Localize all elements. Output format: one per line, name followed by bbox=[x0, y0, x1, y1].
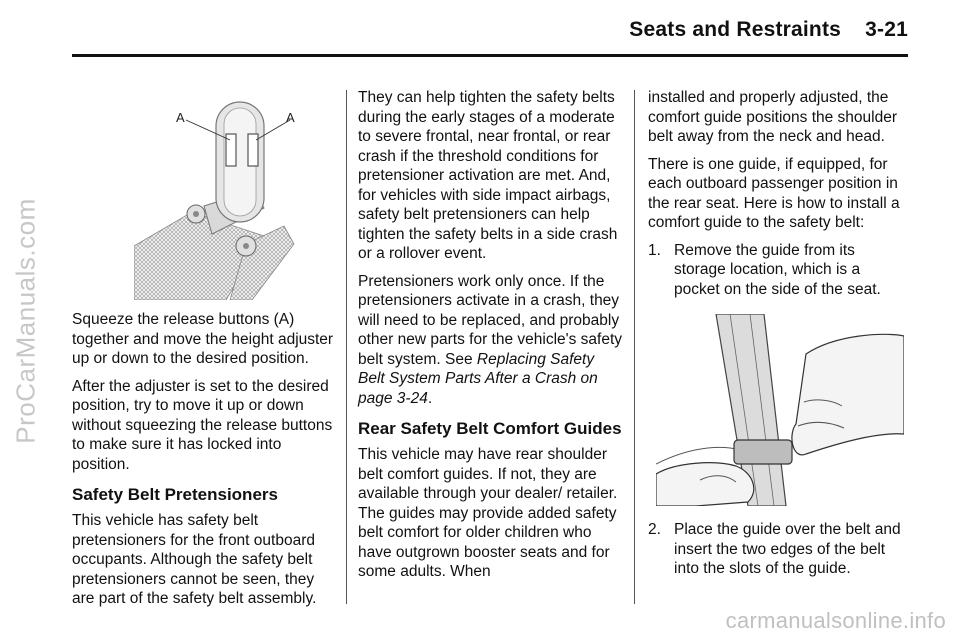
step-text: Remove the guide from its storage location, which is a pocket on the side of the seat. bbox=[674, 241, 881, 298]
comfort-guide-illustration bbox=[656, 314, 904, 506]
page-header-title: Seats and Restraints 3-21 bbox=[629, 18, 908, 41]
paragraph: Squeeze the release buttons (A) together and move the height adjuster up or down to the desired position. bbox=[72, 311, 334, 367]
paragraph bbox=[358, 272, 622, 409]
bottom-watermark: carmanualsonline.info bbox=[725, 608, 946, 633]
side-watermark bbox=[4, 0, 48, 642]
callout-a-left: A bbox=[176, 110, 185, 125]
column-divider bbox=[346, 90, 347, 604]
column-3 bbox=[648, 88, 910, 307]
step-number: 1. bbox=[648, 241, 661, 259]
paragraph-end: . bbox=[427, 389, 433, 407]
step-1 bbox=[648, 241, 910, 300]
paragraph: This vehicle has safety belt pretensioners for the front outboard occupants. Although the safety belt pretensioners cannot be seen, they are part of the safety belt assembly. bbox=[72, 512, 317, 607]
column-2 bbox=[358, 88, 622, 590]
step-text: Place the guide over the belt and insert the two edges of the belt into the slots of the guide. bbox=[674, 521, 901, 577]
step-2 bbox=[648, 520, 910, 579]
section-heading: Safety Belt Pretensioners bbox=[72, 485, 278, 504]
paragraph: This vehicle may have rear shoulder belt comfort guides. If not, they are available through your dealer/ retailer. The guides may provide added safety belt comfort for older children who have outgrown booster seats and for some adults. When bbox=[358, 446, 618, 580]
section-heading: Rear Safety Belt Comfort Guides bbox=[358, 419, 622, 438]
paragraph: They can help tighten the safety belts during the early stages of a moderate to severe frontal, near frontal, or rear crash if the threshold conditions for pretensioner activation are met. And, for vehicles with side impact airbags, safety belt pretensioners can help tighten the safety belts in a side crash or a rollover event. bbox=[358, 89, 618, 262]
callout-a-right: A bbox=[286, 110, 295, 125]
paragraph: installed and properly adjusted, the comfort guide positions the shoulder belt away from the neck and head. bbox=[648, 89, 898, 145]
header-rule bbox=[72, 54, 908, 57]
column-divider bbox=[634, 90, 635, 604]
height-adjuster-illustration bbox=[134, 94, 306, 300]
side-watermark-text: ProCarManuals.com bbox=[10, 198, 41, 444]
column-3-continued bbox=[648, 520, 910, 587]
paragraph: There is one guide, if equipped, for each outboard passenger position in the rear seat. Here is how to install a comfort guide to the safety belt: bbox=[648, 155, 900, 231]
column-1 bbox=[72, 310, 334, 617]
paragraph: After the adjuster is set to the desired position, try to move it up or down without squeezing the release buttons to make sure it has locked into position. bbox=[72, 377, 333, 473]
cross-reference-link[interactable]: Replacing Safety Belt System Parts After a Crash on page 3-24 bbox=[358, 350, 598, 407]
paragraph-text: Pretensioners work only once. If the pretensioners activate in a crash, they will need to be replaced, and probably other new parts for the vehicle's safety belt system. See bbox=[358, 272, 623, 368]
step-number: 2. bbox=[648, 521, 661, 538]
